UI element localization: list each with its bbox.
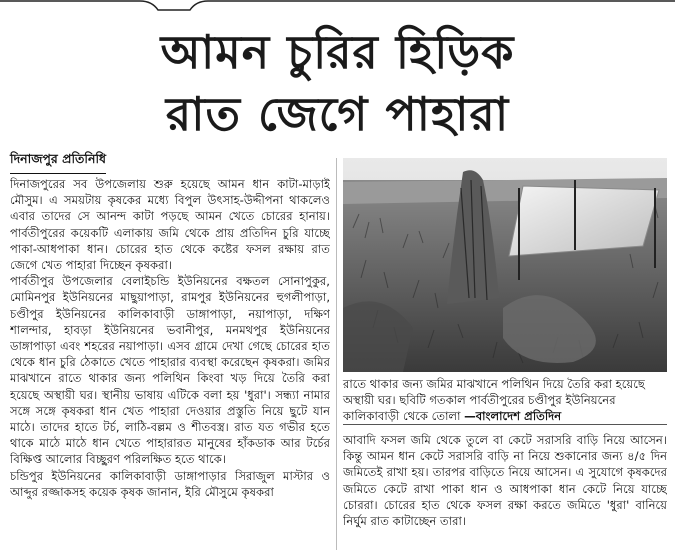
photo-caption xyxy=(343,376,667,424)
paragraph: আবাদি ফসল জমি থেকে তুলে বা কেটে সরাসরি বাড়ি নিয়ে আসেন। কিন্তু আমন ধান কেটে সরাসরি বাড়ি না নিয়ে শুকানোর জন্য ৪/৫ দিন জমিতেই রাখা হয়। তারপর বাড়িতে নিয়ে আসেন। এ সুযোগে কৃষকদের জমিতে কেটে রাখা পাকা ধান ও আধপাকা ধান কেটে নিয়ে যাচ্ছে চোররা। চোরের হাত থেকে ফসল রক্ষা করতে জমিতে 'ধুরা' বানিয়ে নির্ঘুম রাত কাটাচ্ছেন তারা। xyxy=(343,433,667,529)
photo-credit: —বাংলাদেশ প্রতিদিন xyxy=(464,409,562,423)
article-left-column xyxy=(10,176,330,550)
headline-line-1: আমন চুরির হিড়িক xyxy=(160,25,515,79)
top-border-rule xyxy=(0,0,675,12)
article-right-column xyxy=(343,432,667,550)
caption-text: রাতে থাকার জন্য জমির মাঝখানে পলিথিন দিয়ে তৈরি করা হয়েছে অস্থায়ী ঘর। ছবিটি গতকাল পার্বতীপুরের চণ্ডীপুর ইউনিয়নের কালিকাবাড়ী থেকে তোলা xyxy=(343,377,645,423)
paragraph: দিনাজপুরের সব উপজেলায় শুরু হয়েছে আমন ধান কাটা-মাড়াই মৌসুম। এ সময়টায় কৃষকের মধ্যে বিপুল উৎসাহ-উদ্দীপনা থাকলেও এবার তাদের সে আনন্দ কাটা পড়ছে আমন খেতে চোরের হানায়। পার্বতীপুরের কয়েকটি এলাকায় জমি থেকে প্রায় প্রতিদিন চুরি যাচ্ছে পাকা-আধপাকা ধান। চোরের হাত থেকে কষ্টের ফসল রক্ষায় রাত জেগে খেত পাহারা দিচ্ছেন কৃষকরা। xyxy=(10,177,330,273)
paragraph: চন্ডিপুর ইউনিয়নের কালিকাবাড়ী ডাঙ্গাপাড়ার সিরাজুল মাস্টার ও আব্দুর রজ্জাকসহ কয়েক কৃষক জানান, ইরি মৌসুমে কৃষকরা xyxy=(10,468,330,499)
column-divider xyxy=(336,158,337,550)
paragraph: পার্বতীপুর উপজেলার বেলাইচন্ডি ইউনিয়নের বক্ষতল সোনাপুকুর, মোমিনপুর ইউনিয়নের মাছুয়াপাড়া, রামপুর ইউনিয়নের হুগলীপাড়া, চণ্ডীপুর ইউনিয়নের কালিকাবাড়ী ডাঙ্গাপাড়া, নয়াপাড়া, দক্ষিণ শালন্দার, হাবড়া ইউনিয়নের ভবানীপুর, মনমথপুর ইউনিয়নের ডাঙ্গাপাড়া এবং শহরের নয়াপাড়া। এসব গ্রামে দেখা গেছে চোরের হাত থেকে ধান চুরি ঠেকাতে খেতে পাহারার ব্যবস্থা করেছেন কৃষকরা। জমির মাঝখানে রাতে থাকার জন্য পলিথিন কিংবা খড় দিয়ে তৈরি করা হয়েছে অস্থায়ী ঘর। স্থানীয় ভাষায় এটিকে বলা হয় 'ধুরা'। সন্ধ্যা নামার সঙ্গে সঙ্গে কৃষকরা ধান খেত পাহারা দেওয়ার প্রস্তুতি নিয়ে ছুটে যান মাঠে। তাদের হাতে টর্চ, লাঠি-বল্লম ও শীতবস্ত্র। রাত যত গভীর হতে থাকে মাঠে মাঠে ধান খেতে পাহারারত মানুষের হাঁকডাক আর টর্চের বিক্ষিপ্ত আলোর বিচ্ছুরণ পরিলক্ষিত হতে থাকে। xyxy=(10,274,330,467)
news-photo xyxy=(343,158,667,372)
headline-line-2: রাত জেগে পাহারা xyxy=(165,87,510,141)
byline: দিনাজপুর প্রতিনিধি xyxy=(10,151,106,174)
caption-divider xyxy=(343,424,667,425)
